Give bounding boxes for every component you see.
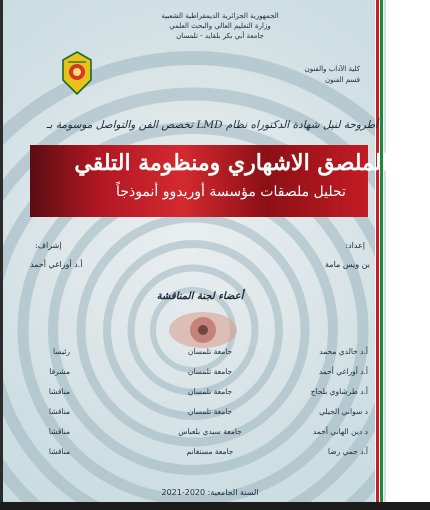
department-name: قسم الفنون: [325, 76, 360, 84]
ministry-name: وزارة التعليم العالي والبحث العلمي: [169, 22, 271, 30]
faculty-name: كلية الآداب والفنون: [304, 65, 360, 73]
member-name: د سواني الجيلي: [319, 407, 368, 416]
university-logo-icon: [60, 50, 94, 96]
university-name: جامعة أبي بكر بلقايد - تلمسان: [176, 32, 264, 40]
member-university: جامعة تلمسان: [187, 387, 233, 396]
member-role: مشرفا: [49, 367, 70, 376]
member-role: مناقشا: [48, 387, 70, 396]
member-university: جامعة تلمسان: [187, 407, 233, 416]
thesis-title: الملصق الاشهاري ومنظومة التلقي: [74, 150, 388, 176]
thesis-subtitle: تحليل ملصقات مؤسسة أوريدوو أنموذجاً: [116, 184, 346, 200]
student-name: بن ويس مامة: [325, 260, 370, 269]
academic-year: السنة الجامعية: 2020-2021: [161, 488, 259, 497]
white-stripe: [384, 0, 386, 510]
red-stripe: [376, 0, 379, 510]
bottom-border: [0, 502, 430, 510]
member-university: جامعة سيدي بلعباس: [178, 427, 242, 436]
member-name: د دين الهاني أحمد: [312, 427, 368, 436]
member-role: مناقشا: [48, 407, 70, 416]
member-university: جامعة تلمسان: [187, 347, 233, 356]
member-role: مناقشا: [48, 447, 70, 456]
member-university: جامعة مستغانم: [186, 447, 234, 456]
member-name: أ.د طرشاوي بلحاج: [310, 387, 368, 396]
member-name: أ.د أوراغي أحمد: [318, 367, 368, 376]
supervision-label: إشراف:: [35, 241, 62, 250]
member-name: أ.د جمي رضا: [327, 447, 368, 456]
prepared-by-label: إعداد:: [345, 241, 365, 250]
member-university: جامعة تلمسان: [187, 367, 233, 376]
thesis-description: أطروحة لنيل شهادة الدكتوراه نظام LMD تخصص الفن والتواصل موسومة بـ: [46, 119, 378, 131]
green-stripe: [380, 0, 383, 510]
supervisor-name: أ.د أوراغي أحمد: [30, 260, 83, 269]
member-name: أ.د خالدي محمد: [319, 347, 368, 356]
committee-title: أعضاء لجنة المناقشة: [156, 291, 244, 302]
member-role: رئيسا: [53, 347, 70, 356]
member-role: مناقشا: [48, 427, 70, 436]
republic-name: الجمهورية الجزائرية الديمقراطية الشعبية: [161, 12, 279, 20]
